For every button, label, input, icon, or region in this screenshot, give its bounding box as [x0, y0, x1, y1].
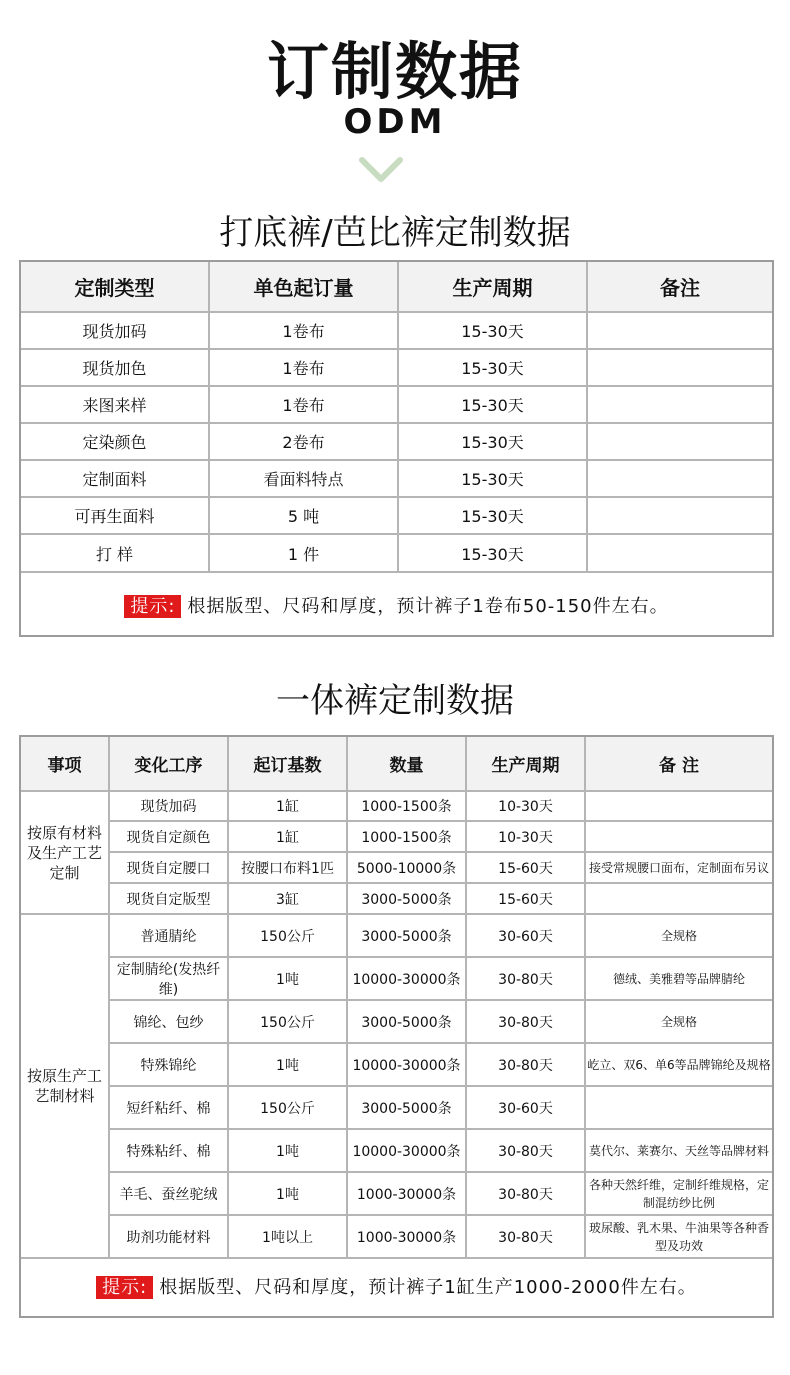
table-cell	[585, 1086, 772, 1129]
tip-badge: 提示:	[124, 595, 181, 618]
table-row	[21, 1215, 772, 1258]
table-cell: 全规格	[585, 1000, 772, 1043]
table-cell: 现货自定腰口	[109, 852, 228, 883]
table-cell: 10000-30000条	[347, 1129, 466, 1172]
table-cell	[587, 349, 772, 386]
table-cell: 15-30天	[398, 312, 587, 349]
table-cell: 10000-30000条	[347, 1043, 466, 1086]
tip-note	[21, 1273, 772, 1299]
table-row	[21, 821, 772, 852]
table-cell: 特殊粘纤、棉	[109, 1129, 228, 1172]
table-cell	[585, 791, 772, 821]
table-row	[21, 497, 772, 534]
table-cell: 15-30天	[398, 386, 587, 423]
table-cell: 10-30天	[466, 821, 585, 852]
table-cell: 1卷布	[209, 349, 398, 386]
table-row	[21, 791, 772, 821]
table-cell: 1缸	[228, 791, 347, 821]
table-cell: 30-80天	[466, 957, 585, 1000]
chevron-down-icon	[358, 155, 404, 185]
table-cell: 15-30天	[398, 460, 587, 497]
bodysuit-table	[19, 735, 774, 1318]
table-cell: 来图来样	[21, 386, 209, 423]
table-cell: 玻尿酸、乳木果、牛油果等各种香型及功效	[585, 1215, 772, 1258]
group-cell: 按原生产工艺制材料	[21, 914, 109, 1258]
table-row	[21, 1086, 772, 1129]
table-cell: 10000-30000条	[347, 957, 466, 1000]
table-cell: 各种天然纤维，定制纤维规格，定制混纺纱比例	[585, 1172, 772, 1215]
column-header: 起订基数	[228, 737, 347, 791]
table-cell	[587, 386, 772, 423]
table-cell	[587, 423, 772, 460]
table-cell: 1000-30000条	[347, 1215, 466, 1258]
table-cell	[587, 497, 772, 534]
table-cell: 1吨	[228, 957, 347, 1000]
page-subtitle: ODM	[343, 102, 447, 142]
table-cell: 5000-10000条	[347, 852, 466, 883]
table-cell: 1000-30000条	[347, 1172, 466, 1215]
group-cell: 按原有材料及生产工艺定制	[21, 791, 109, 914]
legging-table	[19, 260, 774, 637]
table-cell: 3000-5000条	[347, 1000, 466, 1043]
page-title: 订制数据	[266, 35, 523, 108]
table-row	[21, 883, 772, 914]
table-cell: 2卷布	[209, 423, 398, 460]
table-cell: 30-80天	[466, 1043, 585, 1086]
table-cell: 30-80天	[466, 1129, 585, 1172]
section1-title: 打底裤/芭比裤定制数据	[219, 213, 571, 253]
tip-text: 根据版型、尺码和厚度，预计裤子1卷布50-150件左右。	[187, 596, 669, 617]
table-cell: 特殊锦纶	[109, 1043, 228, 1086]
table-cell: 30-80天	[466, 1172, 585, 1215]
table-cell: 定制腈纶(发热纤维)	[109, 957, 228, 1000]
table-row	[21, 386, 772, 423]
table-cell: 现货自定颜色	[109, 821, 228, 852]
table-cell: 150公斤	[228, 914, 347, 957]
column-header: 变化工序	[109, 737, 228, 791]
table-cell: 短纤粘纤、棉	[109, 1086, 228, 1129]
table-cell: 10-30天	[466, 791, 585, 821]
table-cell	[587, 534, 772, 572]
table-row	[21, 312, 772, 349]
table-cell: 普通腈纶	[109, 914, 228, 957]
table-cell	[585, 883, 772, 914]
table-cell: 15-30天	[398, 423, 587, 460]
table-row	[21, 349, 772, 386]
table-cell: 30-60天	[466, 1086, 585, 1129]
table-cell: 30-80天	[466, 1215, 585, 1258]
table-row	[21, 914, 772, 957]
table-header-row	[21, 262, 772, 312]
table-cell: 打 样	[21, 534, 209, 572]
table-cell: 定染颜色	[21, 423, 209, 460]
table-cell: 1吨	[228, 1172, 347, 1215]
table-cell: 150公斤	[228, 1086, 347, 1129]
table-cell	[587, 312, 772, 349]
table-cell: 3缸	[228, 883, 347, 914]
column-header: 生产周期	[466, 737, 585, 791]
table-header-row	[21, 737, 772, 791]
column-header: 备 注	[585, 737, 772, 791]
table-row	[21, 852, 772, 883]
table-cell: 15-60天	[466, 852, 585, 883]
table-cell: 看面料特点	[209, 460, 398, 497]
table-cell: 1缸	[228, 821, 347, 852]
table-row	[21, 1129, 772, 1172]
tip-badge: 提示:	[96, 1276, 153, 1299]
table-cell: 现货加码	[109, 791, 228, 821]
table-cell	[587, 460, 772, 497]
table-cell: 羊毛、蚕丝驼绒	[109, 1172, 228, 1215]
table-cell: 15-30天	[398, 349, 587, 386]
table-cell: 全规格	[585, 914, 772, 957]
column-header: 事项	[21, 737, 109, 791]
table-row	[21, 423, 772, 460]
table-cell: 3000-5000条	[347, 883, 466, 914]
table-cell: 15-60天	[466, 883, 585, 914]
table-cell: 1卷布	[209, 312, 398, 349]
table-cell: 现货自定版型	[109, 883, 228, 914]
table-cell: 3000-5000条	[347, 1086, 466, 1129]
column-header: 定制类型	[21, 262, 209, 312]
table-row	[21, 1043, 772, 1086]
table-cell: 3000-5000条	[347, 914, 466, 957]
table-cell	[585, 821, 772, 852]
table-cell: 1 件	[209, 534, 398, 572]
table-row	[21, 460, 772, 497]
table-cell: 按腰口布料1匹	[228, 852, 347, 883]
table-cell: 15-30天	[398, 497, 587, 534]
table-cell: 现货加色	[21, 349, 209, 386]
table-cell: 屹立、双6、单6等品牌锦纶及规格	[585, 1043, 772, 1086]
table-cell: 30-80天	[466, 1000, 585, 1043]
table-cell: 莫代尔、莱赛尔、天丝等品牌材料	[585, 1129, 772, 1172]
table-cell: 15-30天	[398, 534, 587, 572]
table-cell: 1卷布	[209, 386, 398, 423]
table-cell: 1吨	[228, 1129, 347, 1172]
table-cell: 定制面料	[21, 460, 209, 497]
table-cell: 现货加码	[21, 312, 209, 349]
table-row	[21, 1000, 772, 1043]
column-header: 数量	[347, 737, 466, 791]
table-cell: 1000-1500条	[347, 791, 466, 821]
table-cell: 可再生面料	[21, 497, 209, 534]
table-cell: 德绒、美雅碧等品牌腈纶	[585, 957, 772, 1000]
table-cell: 助剂功能材料	[109, 1215, 228, 1258]
tip-note	[21, 592, 772, 618]
column-header: 单色起订量	[209, 262, 398, 312]
table-cell: 1000-1500条	[347, 821, 466, 852]
table-cell: 锦纶、包纱	[109, 1000, 228, 1043]
table-row	[21, 1172, 772, 1215]
table-cell: 30-60天	[466, 914, 585, 957]
column-header: 备注	[587, 262, 772, 312]
table-cell: 1吨以上	[228, 1215, 347, 1258]
table-cell: 5 吨	[209, 497, 398, 534]
table-cell: 150公斤	[228, 1000, 347, 1043]
tip-text: 根据版型、尺码和厚度，预计裤子1缸生产1000-2000件左右。	[159, 1277, 697, 1298]
table-cell: 1吨	[228, 1043, 347, 1086]
section2-title: 一体裤定制数据	[276, 681, 514, 721]
table-row	[21, 957, 772, 1000]
table-cell: 接受常规腰口面布，定制面布另议	[585, 852, 772, 883]
column-header: 生产周期	[398, 262, 587, 312]
table-row	[21, 534, 772, 572]
